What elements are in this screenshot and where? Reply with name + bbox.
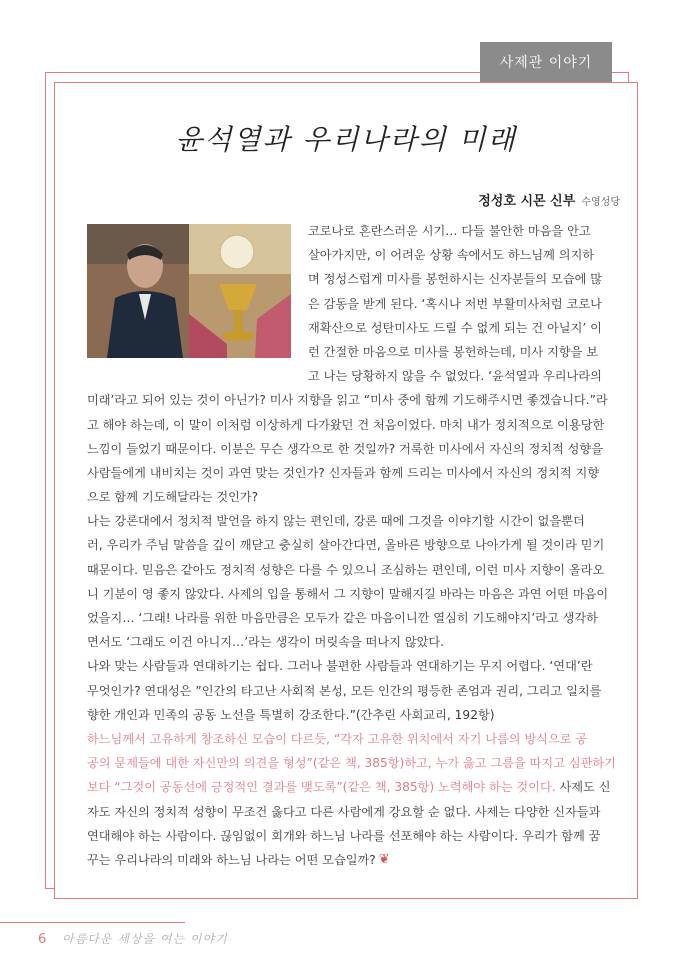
mixed-line (87, 775, 617, 799)
leaf-icon: ❦ (378, 852, 390, 868)
closing-text: 꾸는 우리나라의 미래와 하느님 나라는 어떤 모습일까? (87, 852, 376, 867)
page-number: 6 (38, 932, 47, 947)
text-line: 며 정성스럽게 미사를 봉헌하시는 신자분들의 모습에 많 (308, 272, 603, 287)
text-line: 으로 함께 기도해달라는 것인가? (87, 490, 259, 505)
book-title: 아름다운 세상을 여는 이야기 (62, 932, 228, 946)
text-line: 나와 맞는 사람들과 연대하기는 쉽다. 그러나 불편한 사람들과 연대하기는 무지 어렵다. ‘연대’란 (87, 659, 593, 674)
text-line: 런 간절한 마음으로 미사를 봉헌하는데, 미사 지향을 보 (308, 344, 599, 359)
text-line: 살아가지만, 이 어려운 상황 속에서도 하느님께 의지하 (308, 248, 595, 263)
text-line: 느낌이 들었기 때문이다. 이분은 무슨 생각으로 한 것일까? 거룩한 미사에서 자신의 정치적 성향을 (87, 441, 603, 456)
text-line: 은 감동을 받게 된다. ‘혹시나 저번 부활미사처럼 코로나 (308, 296, 602, 311)
text-line: 나는 강론대에서 정치적 발언을 하지 않는 편인데, 강론 때에 그것을 이야기할 시간이 없을뿐더 (87, 514, 585, 529)
author-parish: 수영성당 (581, 197, 620, 208)
author-name: 정성호 시몬 신부 (478, 194, 576, 209)
text-line: 러, 우리가 주님 말씀을 깊이 깨닫고 충실히 살아간다면, 올바른 방향으로 나아가게 될 것이라 믿기 (87, 538, 605, 553)
text-line: 면서도 ‘그래도 이건 아니지…’라는 생각이 머릿속을 떠나지 않았다. (87, 635, 445, 650)
text-line: 무엇인가? 연대성은 ”인간의 타고난 사회적 본성, 모든 인간의 평등한 존엄과 권리, 그리고 일치를 (87, 683, 602, 698)
article-body (87, 219, 617, 872)
text-line: 연대해야 하는 사람이다. 끊임없이 회개와 하느님 나라를 선포해야 하는 사람이다. 우리가 함께 꿈 (87, 828, 601, 843)
wrapped-paragraph (87, 219, 617, 388)
highlight-line: 공의 문제들에 대한 자신만의 의견을 형성”(같은 책, 385항)하고, 누가 옳고 그름을 따지고 심판하기 (87, 756, 616, 771)
text-line: 향한 개인과 민족의 공동 노선을 특별히 강조한다.”(간추린 사회교리, 192항) (87, 707, 495, 722)
text-line: 재확산으로 성탄미사도 드릴 수 없게 되는 건 아닐지’ 이 (308, 320, 602, 335)
closing-line (87, 848, 617, 872)
text-tail: 사제도 신 (555, 780, 611, 795)
text-line: 니 기분이 영 좋지 않았다. 사제의 입을 통해서 그 지향이 말해지길 바라는 마음은 과연 어떤 마음이 (87, 586, 609, 601)
text-line: 고 해야 하는데, 이 말이 이처럼 이상하게 다가왔던 건 처음이었다. 마치 내가 정치적으로 이용당한 (87, 417, 605, 432)
highlight-line: 하느님께서 고유하게 창조하신 모습이 다르듯, “각자 고유한 위치에서 자기 나름의 방식으로 공 (87, 731, 588, 746)
text-line: 때문이다. 믿음은 같아도 정치적 성향은 다를 수 있으니 조심하는 편인데, 이런 미사 지향이 올라오 (87, 562, 605, 577)
text-line: 자도 자신의 정치적 성향이 무조건 옳다고 다른 사람에게 강요할 순 없다. 사제는 다양한 신자들과 (87, 804, 601, 819)
text-line: 미래’라고 되어 있는 것이 아닌가? 미사 지향을 읽고 “미사 중에 함께 기도해주시면 좋겠습니다.”라 (87, 393, 608, 408)
section-tag: 사제관 이야기 (480, 42, 612, 82)
text-line: 사람들에게 내비치는 것이 과연 맞는 것인가? 신자들과 함께 드리는 미사에서 자신의 정치적 지향 (87, 465, 600, 480)
text-line: 고 나는 당황하지 않을 수 없었다. ‘윤석열과 우리나라의 (308, 369, 602, 384)
text-line: 코로나로 혼란스러운 시기… 다들 불안한 마음을 안고 (308, 224, 591, 238)
page-footer (38, 930, 228, 947)
highlight-text: 보다 “그것이 공동선에 긍정적인 결과를 맺도록”(같은 책, 385항) 노력해야 하는 것이다. (87, 780, 556, 795)
byline (478, 190, 620, 209)
article-title: 윤석열과 우리나라의 미래 (175, 123, 517, 156)
footer-divider (0, 922, 185, 923)
text-line: 었을지… ‘그래! 나라를 위한 마음만큼은 모두가 같은 마음이니깐 열심히 기도해야지’라고 생각하 (87, 611, 598, 625)
